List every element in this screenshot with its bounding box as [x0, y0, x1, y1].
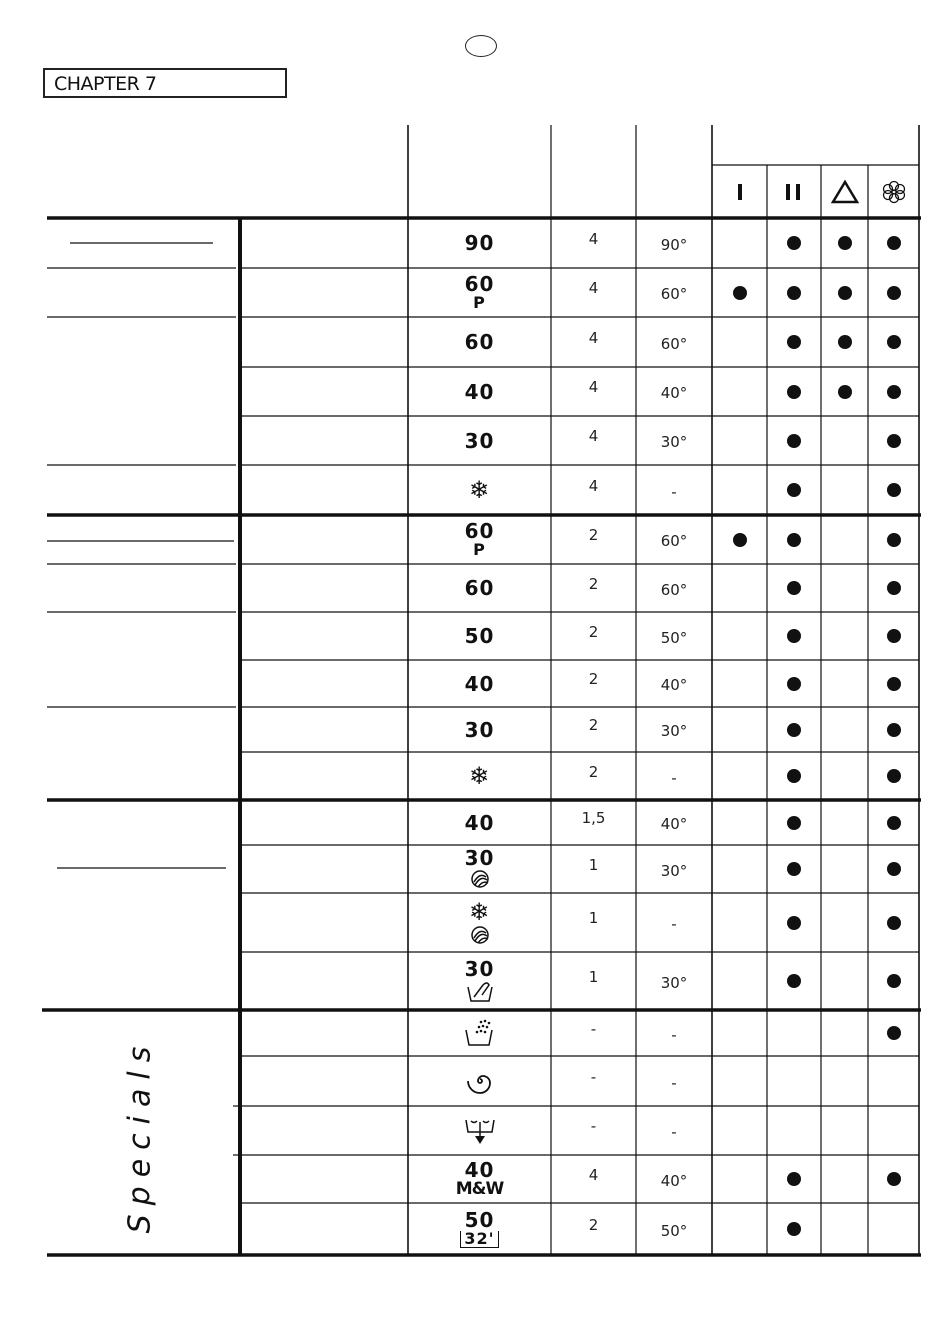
temperature-cell: 40°	[660, 384, 688, 402]
temperature-cell: 60°	[660, 285, 688, 303]
load-cell: 4	[588, 279, 599, 297]
load-cell: 1	[588, 855, 599, 874]
wool-icon	[469, 924, 491, 946]
load-cell: 1	[588, 909, 599, 927]
program-label: 40	[464, 379, 495, 404]
program-label: 90	[464, 231, 495, 255]
program-label: 32'	[460, 1231, 498, 1248]
option-dot	[767, 612, 821, 660]
option-dot	[868, 218, 919, 268]
load-cell: 2	[588, 670, 599, 688]
wool-icon	[469, 868, 491, 890]
option-dot	[821, 317, 868, 367]
load-cell: 2	[588, 622, 599, 641]
program-cell	[408, 707, 551, 752]
option-dot	[868, 752, 919, 800]
temperature-cell: -	[671, 482, 677, 501]
program-cell	[408, 317, 551, 367]
drain-icon	[463, 1116, 497, 1146]
program-cell	[408, 1106, 551, 1155]
option-dot	[868, 367, 919, 416]
option-dot	[712, 515, 767, 564]
option-dot	[767, 1203, 821, 1255]
program-cell	[408, 268, 551, 317]
option-dot	[868, 1155, 919, 1203]
option-dot	[868, 317, 919, 367]
temperature-cell: -	[671, 915, 677, 933]
load-cell: 1	[588, 967, 599, 986]
program-cell	[408, 1056, 551, 1106]
option-dot	[868, 800, 919, 845]
program-label: 60	[464, 330, 495, 354]
option-dot	[767, 893, 821, 952]
load-cell: 4	[588, 427, 599, 445]
option-dot	[868, 707, 919, 752]
load-cell: 1,5	[581, 809, 606, 827]
option-dot	[712, 268, 767, 317]
temperature-cell: 40°	[660, 1171, 688, 1190]
program-label: 40	[464, 1158, 495, 1182]
option-dot	[868, 660, 919, 707]
program-label: 50	[464, 1208, 495, 1232]
option-dot	[868, 515, 919, 564]
program-cell	[408, 612, 551, 660]
chapter-label: CHAPTER 7	[43, 68, 287, 98]
program-label: 60	[464, 519, 495, 543]
program-cell	[408, 515, 551, 564]
option-dot	[821, 218, 868, 268]
program-label: 30	[464, 846, 495, 870]
program-cell	[408, 564, 551, 612]
option-dot	[767, 218, 821, 268]
option-dot	[868, 1010, 919, 1056]
load-cell: 2	[588, 762, 599, 781]
temperature-cell: 60°	[660, 334, 688, 353]
option-dot	[767, 800, 821, 845]
load-cell: 4	[588, 229, 599, 248]
program-cell	[408, 1203, 551, 1255]
load-cell: -	[590, 1117, 597, 1135]
load-cell: 2	[588, 574, 599, 593]
load-cell: -	[590, 1019, 597, 1038]
option-dot	[868, 845, 919, 893]
option-dot	[868, 952, 919, 1010]
option-dot	[767, 367, 821, 416]
program-cell	[408, 952, 551, 1010]
cold-icon: ❄	[468, 897, 491, 926]
temperature-cell: 30°	[660, 973, 688, 992]
load-cell: 4	[588, 378, 599, 396]
load-cell: 4	[588, 328, 599, 347]
temperature-cell: -	[671, 1073, 677, 1092]
load-cell: 2	[588, 716, 599, 734]
temperature-cell: -	[671, 1123, 677, 1141]
spin-i-header	[712, 165, 767, 218]
program-cell	[408, 752, 551, 800]
temperature-cell: -	[671, 1025, 677, 1044]
program-label: 50	[464, 624, 495, 648]
handwash-icon	[465, 979, 495, 1003]
rinse-icon	[463, 1018, 497, 1048]
option-dot	[767, 1155, 821, 1203]
cold-icon: ❄	[468, 762, 491, 790]
option-dot	[868, 416, 919, 465]
load-cell: 2	[588, 1215, 599, 1234]
option-dot	[767, 845, 821, 893]
temperature-cell: 60°	[660, 580, 688, 599]
program-cell	[408, 893, 551, 952]
temperature-cell: 90°	[660, 235, 688, 254]
program-cell	[408, 1155, 551, 1203]
option-dot	[767, 515, 821, 564]
specials-label: Specials	[122, 1037, 158, 1233]
option-dot	[767, 268, 821, 317]
program-label: 30	[464, 428, 495, 453]
program-label: P	[473, 293, 486, 312]
program-label: 60	[464, 576, 495, 600]
load-cell: 4	[588, 1165, 599, 1184]
temperature-cell: 40°	[660, 676, 688, 694]
option-dot	[821, 367, 868, 416]
triangle-icon	[821, 165, 868, 218]
option-dot	[767, 660, 821, 707]
option-dot	[868, 893, 919, 952]
load-cell: 4	[588, 476, 599, 495]
program-cell	[408, 367, 551, 416]
spin-icon	[466, 1067, 494, 1095]
program-cell	[408, 218, 551, 268]
option-dot	[767, 317, 821, 367]
temperature-cell: 40°	[660, 815, 688, 833]
program-cell	[408, 845, 551, 893]
option-dot	[868, 612, 919, 660]
option-dot	[868, 564, 919, 612]
program-cell	[408, 1010, 551, 1056]
program-label: P	[473, 540, 486, 559]
program-label: 30	[464, 957, 495, 981]
option-dot	[767, 416, 821, 465]
option-dot	[767, 707, 821, 752]
option-dot	[767, 564, 821, 612]
temperature-cell: 50°	[660, 1221, 688, 1240]
program-cell	[408, 416, 551, 465]
cold-icon: ❄	[468, 476, 491, 504]
option-dot	[767, 465, 821, 515]
temperature-cell: 50°	[660, 628, 688, 647]
temperature-cell: 30°	[660, 433, 688, 451]
flower-icon	[868, 165, 919, 218]
load-cell: 2	[588, 526, 599, 544]
option-dot	[767, 952, 821, 1010]
spin-ii-header	[767, 165, 821, 218]
temperature-cell: 30°	[660, 722, 688, 740]
option-dot	[868, 268, 919, 317]
option-dot	[767, 752, 821, 800]
option-dot	[821, 268, 868, 317]
temperature-cell: 60°	[660, 532, 688, 550]
program-cell	[408, 660, 551, 707]
temperature-cell: 30°	[660, 861, 688, 880]
program-label: 40	[464, 810, 495, 835]
program-label: 60	[464, 272, 495, 296]
option-dot	[868, 465, 919, 515]
program-cell	[408, 800, 551, 845]
program-label: M&W	[455, 1179, 504, 1199]
load-cell: -	[590, 1067, 597, 1086]
program-cell	[408, 465, 551, 515]
temperature-cell: -	[671, 768, 677, 787]
program-label: 30	[464, 717, 495, 742]
program-label: 40	[464, 671, 495, 696]
